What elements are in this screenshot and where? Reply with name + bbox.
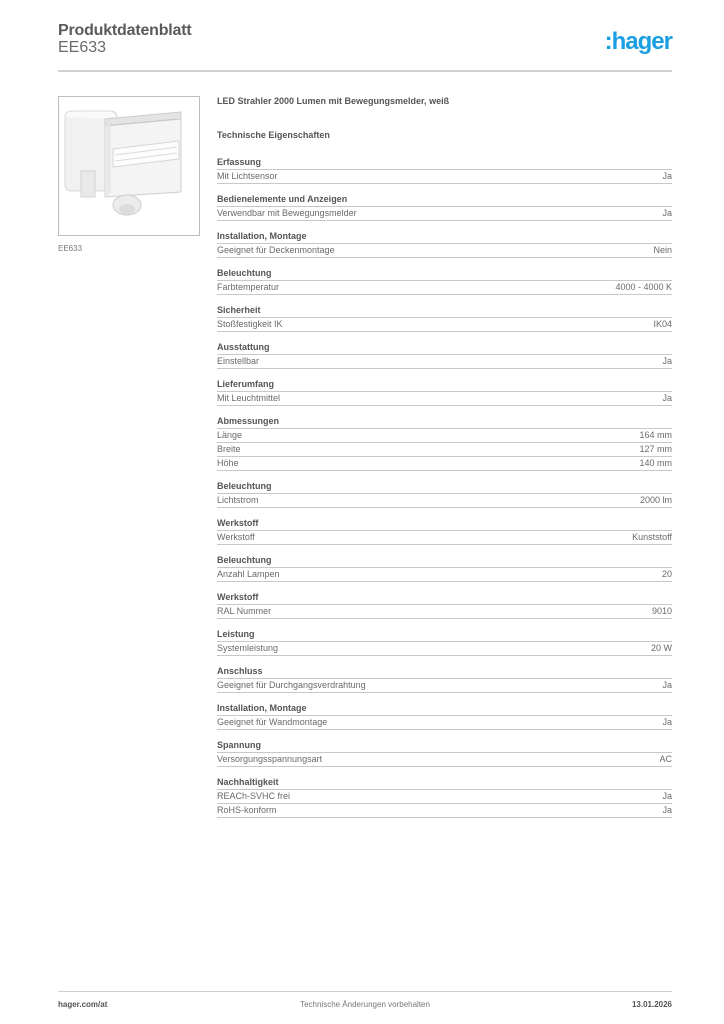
spec-group-title: Installation, Montage — [217, 702, 672, 716]
spec-group-title: Leistung — [217, 628, 672, 642]
spec-row — [217, 804, 672, 818]
spec-group — [217, 776, 672, 818]
spec-label: Anzahl Lampen — [217, 569, 280, 579]
spec-group — [217, 517, 672, 545]
spec-group — [217, 341, 672, 369]
spec-groups — [217, 156, 672, 818]
spec-row — [217, 790, 672, 804]
spec-value: Nein — [653, 245, 672, 255]
spec-label: Werkstoff — [217, 532, 255, 542]
spec-row — [217, 716, 672, 730]
spec-group — [217, 304, 672, 332]
hager-logo: :hager — [604, 28, 672, 55]
spec-group-title: Werkstoff — [217, 591, 672, 605]
spec-group — [217, 230, 672, 258]
spec-group-title: Beleuchtung — [217, 554, 672, 568]
spec-group-title: Beleuchtung — [217, 480, 672, 494]
spec-group-title: Ausstattung — [217, 341, 672, 355]
spec-label: Länge — [217, 430, 243, 440]
spec-label: Lichtstrom — [217, 495, 259, 505]
spec-group — [217, 702, 672, 730]
spec-group-title: Lieferumfang — [217, 378, 672, 392]
spec-row — [217, 355, 672, 369]
spec-group — [217, 267, 672, 295]
spec-group — [217, 415, 672, 471]
spec-row — [217, 207, 672, 221]
spec-row — [217, 244, 672, 258]
spec-group-title: Nachhaltigkeit — [217, 776, 672, 790]
spec-value: 20 — [661, 569, 672, 579]
spec-label: Mit Lichtsensor — [217, 171, 278, 181]
spec-label: RAL Nummer — [217, 606, 272, 616]
spec-value: Ja — [662, 356, 672, 366]
spec-group-title: Spannung — [217, 739, 672, 753]
spec-value: Ja — [662, 680, 672, 690]
product-name: LED Strahler 2000 Lumen mit Bewegungsmelder, weiß — [217, 96, 450, 106]
spec-row — [217, 494, 672, 508]
spec-value: 164 mm — [639, 430, 672, 440]
spec-value: AC — [659, 754, 672, 764]
spec-row — [217, 457, 672, 471]
footer-date: 13.01.2026 — [631, 1000, 672, 1009]
page-footer — [58, 991, 672, 1009]
spec-value: Ja — [662, 805, 672, 815]
spec-group-title: Bedienelemente und Anzeigen — [217, 193, 672, 207]
product-code: EE633 — [58, 39, 107, 56]
spec-value: 9010 — [651, 606, 672, 616]
spec-content — [217, 96, 672, 827]
spec-label: Mit Leuchtmittel — [217, 393, 281, 403]
spec-label: Einstellbar — [217, 356, 260, 366]
spec-value: IK04 — [653, 319, 672, 329]
floodlight-illustration-icon — [59, 97, 199, 235]
spec-group — [217, 193, 672, 221]
spec-label: Höhe — [217, 458, 239, 468]
spec-value: 20 W — [650, 643, 672, 653]
spec-value: 140 mm — [639, 458, 672, 468]
spec-value: 4000 - 4000 K — [615, 282, 672, 292]
spec-value: Kunststoff — [632, 532, 672, 542]
footer-website-link[interactable]: hager.com/at — [58, 1000, 108, 1009]
image-caption: EE633 — [58, 244, 83, 253]
spec-row — [217, 318, 672, 332]
page-header — [58, 20, 672, 72]
spec-label: Systemleistung — [217, 643, 279, 653]
spec-group-title: Beleuchtung — [217, 267, 672, 281]
spec-row — [217, 281, 672, 295]
spec-label: Geeignet für Deckenmontage — [217, 245, 335, 255]
spec-row — [217, 170, 672, 184]
spec-group — [217, 628, 672, 656]
spec-row — [217, 568, 672, 582]
spec-group — [217, 480, 672, 508]
spec-group — [217, 591, 672, 619]
spec-value: Ja — [662, 171, 672, 181]
spec-value: Ja — [662, 393, 672, 403]
spec-row — [217, 679, 672, 693]
spec-label: Farbtemperatur — [217, 282, 280, 292]
spec-group — [217, 739, 672, 767]
spec-group-title: Installation, Montage — [217, 230, 672, 244]
spec-label: RoHS-konform — [217, 805, 277, 815]
spec-value: Ja — [662, 717, 672, 727]
spec-group-title: Abmessungen — [217, 415, 672, 429]
spec-value: 2000 lm — [639, 495, 672, 505]
spec-label: REACh-SVHC frei — [217, 791, 291, 801]
spec-group-title: Sicherheit — [217, 304, 672, 318]
spec-group — [217, 378, 672, 406]
spec-row — [217, 392, 672, 406]
spec-row — [217, 605, 672, 619]
spec-group — [217, 665, 672, 693]
spec-value: 127 mm — [639, 444, 672, 454]
spec-label: Geeignet für Durchgangsverdrahtung — [217, 680, 366, 690]
spec-group — [217, 554, 672, 582]
spec-group — [217, 156, 672, 184]
spec-row — [217, 753, 672, 767]
spec-group-title: Erfassung — [217, 156, 672, 170]
footer-disclaimer: Technische Änderungen vorbehalten — [300, 1000, 430, 1009]
spec-value: Ja — [662, 208, 672, 218]
spec-label: Geeignet für Wandmontage — [217, 717, 328, 727]
spec-label: Stoßfestigkeit IK — [217, 319, 283, 329]
document-title: Produktdatenblatt — [58, 22, 192, 39]
spec-label: Verwendbar mit Bewegungsmelder — [217, 208, 357, 218]
spec-label: Breite — [217, 444, 241, 454]
spec-row — [217, 443, 672, 457]
spec-group-title: Werkstoff — [217, 517, 672, 531]
spec-label: Versorgungsspannungsart — [217, 754, 323, 764]
spec-row — [217, 642, 672, 656]
spec-row — [217, 531, 672, 545]
spec-value: Ja — [662, 791, 672, 801]
product-image — [58, 96, 200, 236]
section-title: Technische Eigenschaften — [217, 130, 330, 140]
spec-row — [217, 429, 672, 443]
spec-group-title: Anschluss — [217, 665, 672, 679]
